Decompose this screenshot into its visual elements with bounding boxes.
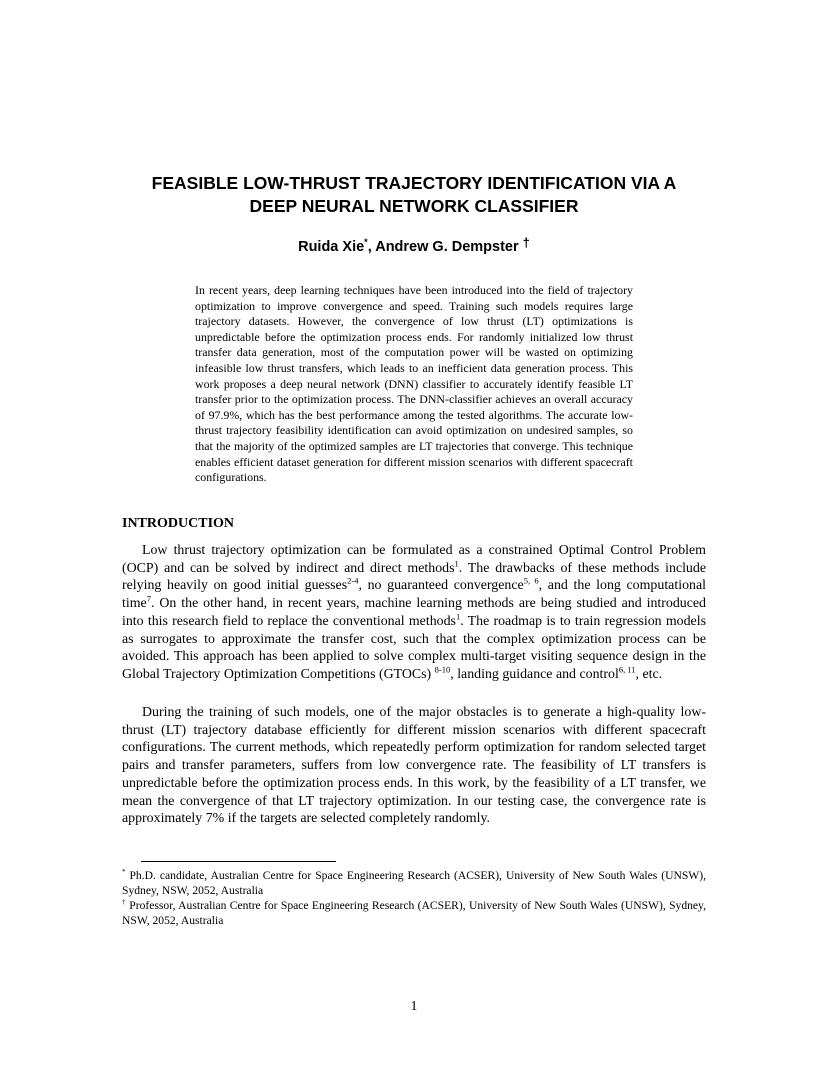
author-2: Andrew G. Dempster [375, 239, 519, 255]
footnote-2 [122, 898, 706, 928]
p1-text-1: Low thrust trajectory optimization can be formulated as a constrained Optimal Control Problem (OCP) and can be solved by indirect and direct methods [122, 543, 706, 576]
page-number: 1 [410, 999, 418, 1014]
citation-ref: 2-4 [347, 575, 359, 586]
citation-ref: 8-10 [434, 664, 451, 675]
footnote-1-text: Ph.D. candidate, Australian Centre for Space Engineering Research (ACSER), University of New South Wales (UNSW), Sydney, NSW, 2052, Australia [122, 869, 706, 897]
author-2-footnote-mark: † [522, 235, 530, 250]
title-line-1: FEASIBLE LOW-THRUST TRAJECTORY IDENTIFICATION VIA A [151, 173, 677, 193]
p1-text-7: , landing guidance and control [450, 666, 619, 682]
title-line-2: DEEP NEURAL NETWORK CLASSIFIER [249, 196, 579, 216]
author-line [100, 237, 728, 257]
footnote-divider [141, 861, 336, 862]
author-1-footnote-mark: * [364, 237, 368, 248]
p1-text-8: , etc. [635, 666, 663, 682]
section-heading-introduction: INTRODUCTION [122, 516, 235, 531]
p1-text-3: , no guaranteed convergence [358, 578, 524, 594]
citation-ref: 1 [455, 611, 461, 622]
intro-paragraph-2: During the training of such models, one of the major obstacles is to generate a high-quality low-thrust (LT) trajectory database efficiently for different mission scenarios with different spacecraft configurations. The current methods, which repeatedly perform optimization for random selected target pairs and transfer parameters, suffers from low convergence rate. The feasibility of LT transfers is unpredictable before the optimization process ends. In this work, by the feasibility of a LT transfer, we mean the convergence of that LT trajectory optimization. In our testing case, the convergence rate is approximately 7% if the targets are selected completely randomly. [122, 705, 706, 827]
citation-ref: 6, 11 [618, 664, 636, 675]
citation-ref: 1 [454, 558, 459, 569]
p1-text-5: . On the other hand, in recent years, machine learning methods are being studied and introduced into this research field to replace the conventional methods [122, 596, 706, 629]
abstract: In recent years, deep learning techniques have been introduced into the field of trajectory optimization to improve convergence and speed. Training such models requires large trajectory datasets. However, the convergence of low thrust (LT) optimizations is unpredictable before the optimization process ends. For randomly initialized low thrust transfer data generation, most of the computation power will be wasted on optimizing infeasible low thrust transfers, which leads to an inefficient data generation process. This work proposes a deep neural network (DNN) classifier to accurately identify feasible LT transfer prior to the optimization process. The DNN-classifier achieves an overall accuracy of 97.9%, which has the best performance among the tested algorithms. The accurate low-thrust trajectory feasibility identification can avoid optimization on undesired samples, so that the majority of the optimized samples are LT trajectories that converge. This technique enables efficient dataset generation for different mission scenarios with different spacecraft configurations. [195, 283, 633, 485]
author-1: Ruida Xie [298, 239, 365, 255]
intro-paragraph-1 [122, 542, 706, 684]
citation-ref: 7 [146, 593, 151, 604]
p1-text-6: . The roadmap is to train regression models as surrogates to approximate the transfer cost, such that the complex optimization process can be avoided. This approach has been applied to solve complex multi-target visiting sequence design in the Global Trajectory Optimization Competitions (GTOCs) [122, 613, 706, 682]
p1-text-4: , and the long computational time [122, 578, 706, 612]
paper-title [100, 172, 728, 218]
footnote-2-mark: † [122, 898, 126, 907]
footnote-1 [122, 868, 706, 898]
author-separator: , [367, 239, 376, 255]
citation-ref: 5, 6 [523, 575, 539, 586]
footnote-2-text: Professor, Australian Centre for Space Engineering Research (ACSER), University of New South Wales (UNSW), Sydney, NSW, 2052, Australia [122, 899, 707, 927]
p1-text-2: . The drawbacks of these methods include relying heavily on good initial guesses [122, 560, 706, 594]
footnote-1-mark: * [122, 868, 126, 877]
